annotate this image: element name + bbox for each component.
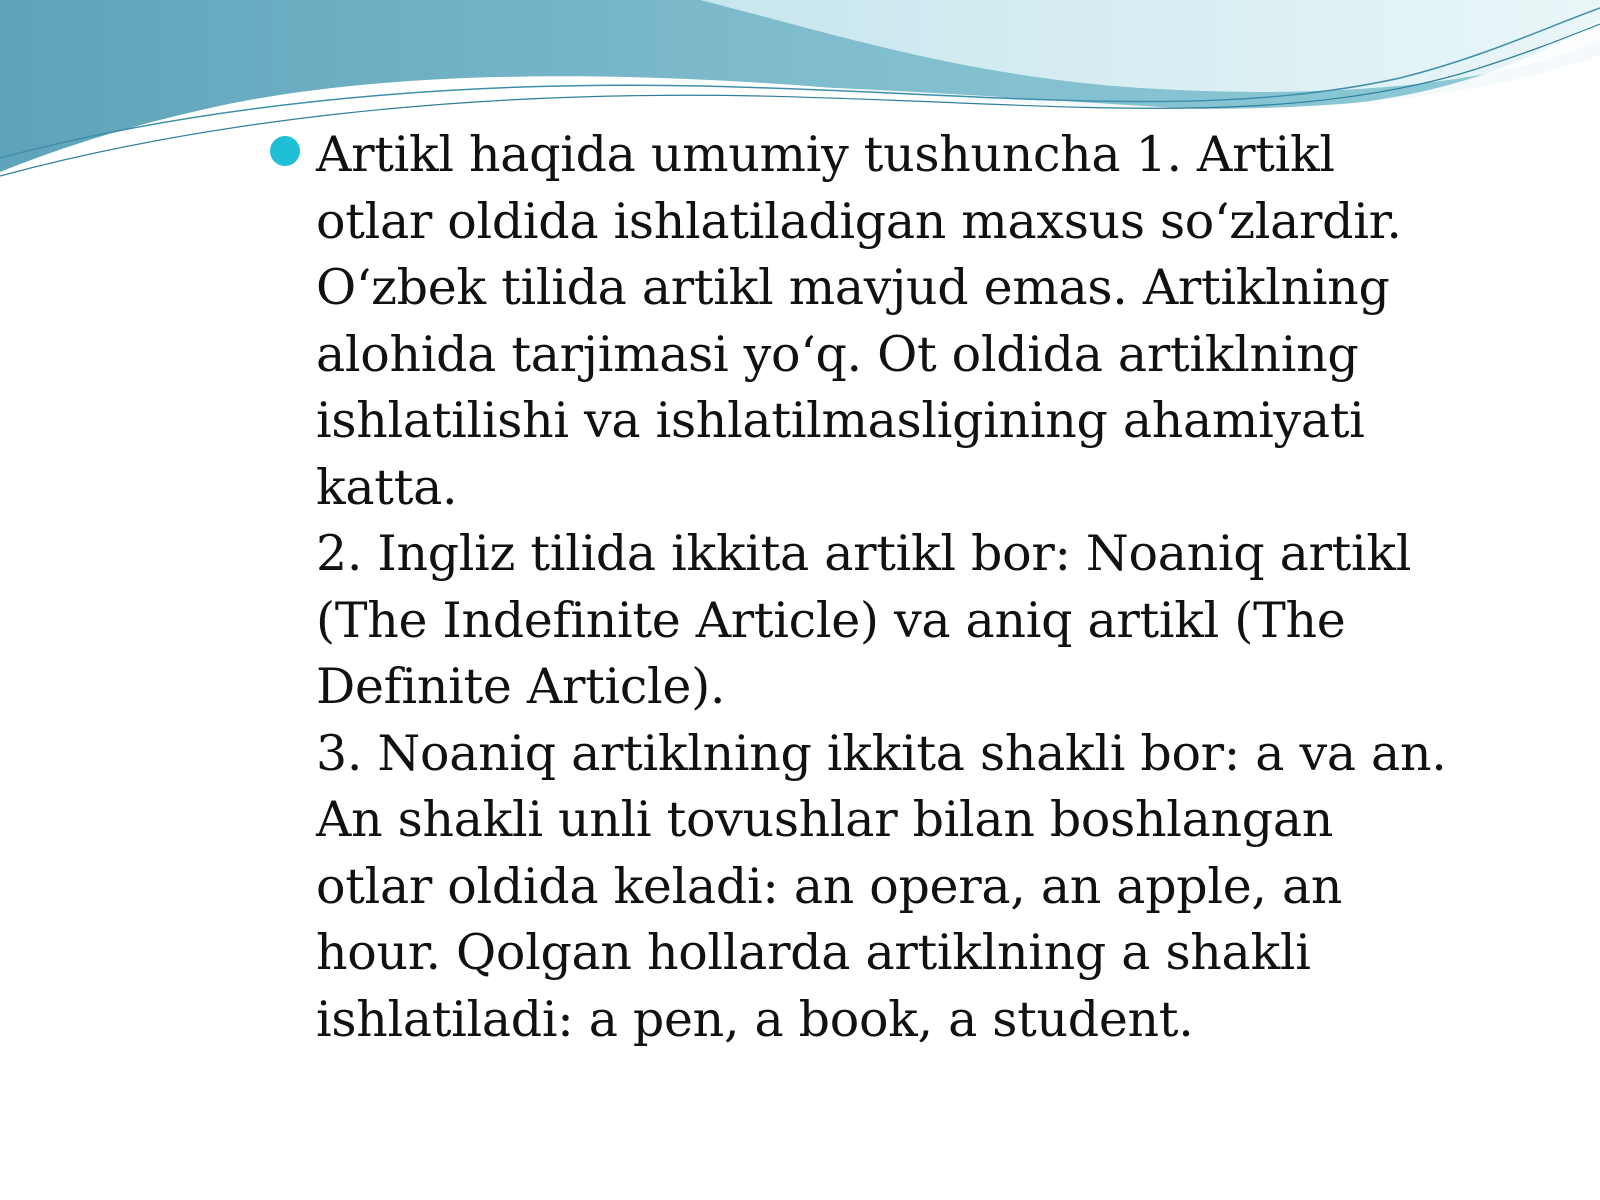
bullet-dot-icon — [270, 136, 300, 166]
slide-body — [262, 122, 1562, 1053]
bullet-item — [262, 122, 1562, 1053]
bullet-text: Artikl haqida umumiy tushuncha 1. Artikl otlar oldida ishlatiladigan maxsus so‘zlardir. O‘zbek tilida artikl mavjud emas. Artiklning alohida tarjimasi yo‘q. Ot oldida artiklning ishlatilishi va ishlatilmasligining ahamiyati katta. 2. Ingliz tilida ikkita artikl bor: Noaniq artikl (The Indefinite Article) va aniq artikl (The Definite Article). 3. Noaniq artiklning ikkita shakli bor: a va an. An shakli unli tovushlar bilan boshlangan otlar oldida keladi: an opera, an apple, an hour. Qolgan hollarda artiklning a shakli ishlatiladi: a pen, a book, a student. — [316, 126, 1447, 1048]
